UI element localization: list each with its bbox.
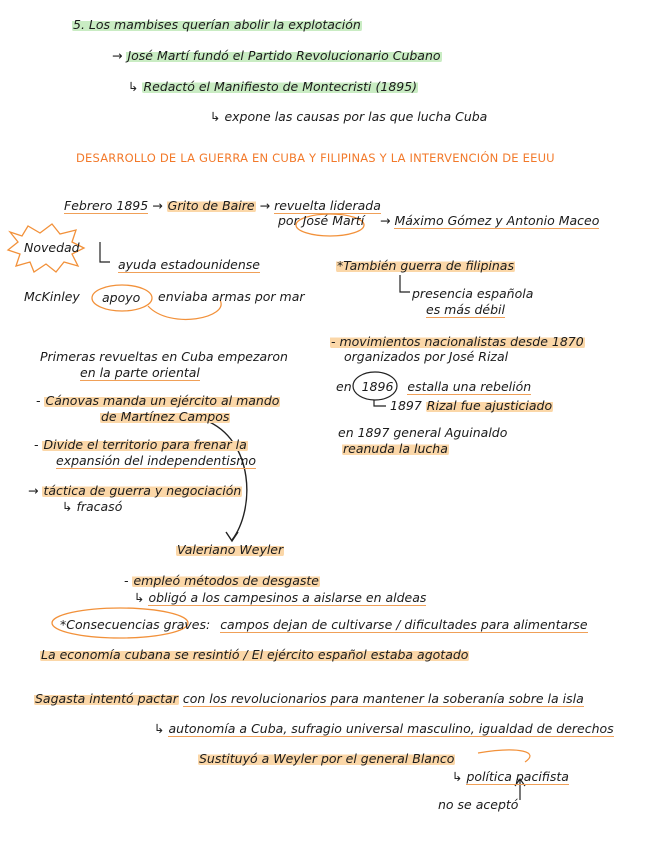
- revueltas-line-2: en la parte oriental: [80, 365, 200, 380]
- divide-line-1: - Divide el territorio para frenar la: [34, 437, 247, 452]
- weyler-line-2: ↳ obligó a los campesinos a aislarse en aldeas: [134, 590, 427, 605]
- politica-line: ↳ política pacifista: [452, 769, 569, 784]
- presencia-line-2: es más débil: [426, 302, 506, 317]
- tactica-line: → táctica de guerra y negociación: [28, 483, 242, 498]
- novedad-arrow: [100, 242, 110, 262]
- sagasta-line: Sagasta intentó pactar con los revolucionarios para mantener la soberanía sobre la isla: [35, 691, 584, 706]
- noacepto-line: no se aceptó: [438, 797, 519, 812]
- intro-line-2: → José Martí fundó el Partido Revolucionario Cubano: [112, 48, 441, 63]
- intro-line-3: ↳ Redactó el Manifiesto de Montecristi (1895): [128, 79, 418, 94]
- intro-line-4: ↳ expone las causas por las que lucha Cuba: [210, 109, 488, 124]
- movimientos-line-2: organizados por José Rizal: [344, 349, 509, 364]
- revueltas-line-1: Primeras revueltas en Cuba empezaron: [40, 349, 288, 364]
- revuelta-line-2: por José Martí: [278, 213, 365, 228]
- rebelion-line: en 1896 estalla una rebelión: [336, 379, 532, 394]
- enviaba-line: enviaba armas por mar: [158, 289, 305, 304]
- consecuencias-line: *Consecuencias graves: campos dejan de cultivarse / dificultades para alimentarse: [60, 617, 588, 632]
- y1897-hook: [374, 400, 386, 406]
- presencia-arrow: [400, 275, 410, 292]
- ayuda-line: ayuda estadounidense: [118, 257, 260, 272]
- intro-line-1: 5. Los mambises querían abolir la explotación: [73, 17, 361, 32]
- blanco-curve: [478, 750, 530, 762]
- weyler-line-1: - empleó métodos de desgaste: [124, 573, 319, 588]
- rizal-line: 1897 Rizal fue ajusticiado: [390, 398, 553, 413]
- presencia-line-1: presencia española: [412, 286, 534, 301]
- canovas-line-1: - Cánovas manda un ejército al mando: [36, 393, 280, 408]
- aguinaldo-line-1: en 1897 general Aguinaldo: [338, 425, 508, 440]
- economia-line: La economía cubana se resintió / El ejército español estaba agotado: [41, 647, 469, 662]
- divide-line-2: expansión del independentismo: [56, 453, 257, 468]
- sustituyo-line: Sustituyó a Weyler por el general Blanco: [199, 751, 455, 766]
- movimientos-line-1: - movimientos nacionalistas desde 1870: [331, 334, 584, 349]
- novedad-label: Novedad: [24, 240, 80, 255]
- section-title: DESARROLLO DE LA GUERRA EN CUBA Y FILIPINAS Y LA INTERVENCIÓN DE EEUU: [76, 151, 555, 165]
- fracaso-line: ↳ fracasó: [62, 499, 123, 514]
- aguinaldo-line-2: reanuda la lucha: [343, 441, 448, 456]
- tambien-line: *También guerra de filipinas: [337, 258, 514, 273]
- leaders-line: → Máximo Gómez y Antonio Maceo: [380, 213, 600, 228]
- apoyo-word: apoyo: [102, 290, 141, 305]
- febrero-line: Febrero 1895 → Grito de Baire → revuelta liderada: [64, 198, 381, 213]
- weyler-heading: Valeriano Weyler: [177, 542, 284, 557]
- mckinley-line: McKinley: [24, 289, 80, 304]
- autonomia-line: ↳ autonomía a Cuba, sufragio universal masculino, igualdad de derechos: [154, 721, 614, 736]
- canovas-line-2: de Martínez Campos: [101, 409, 230, 424]
